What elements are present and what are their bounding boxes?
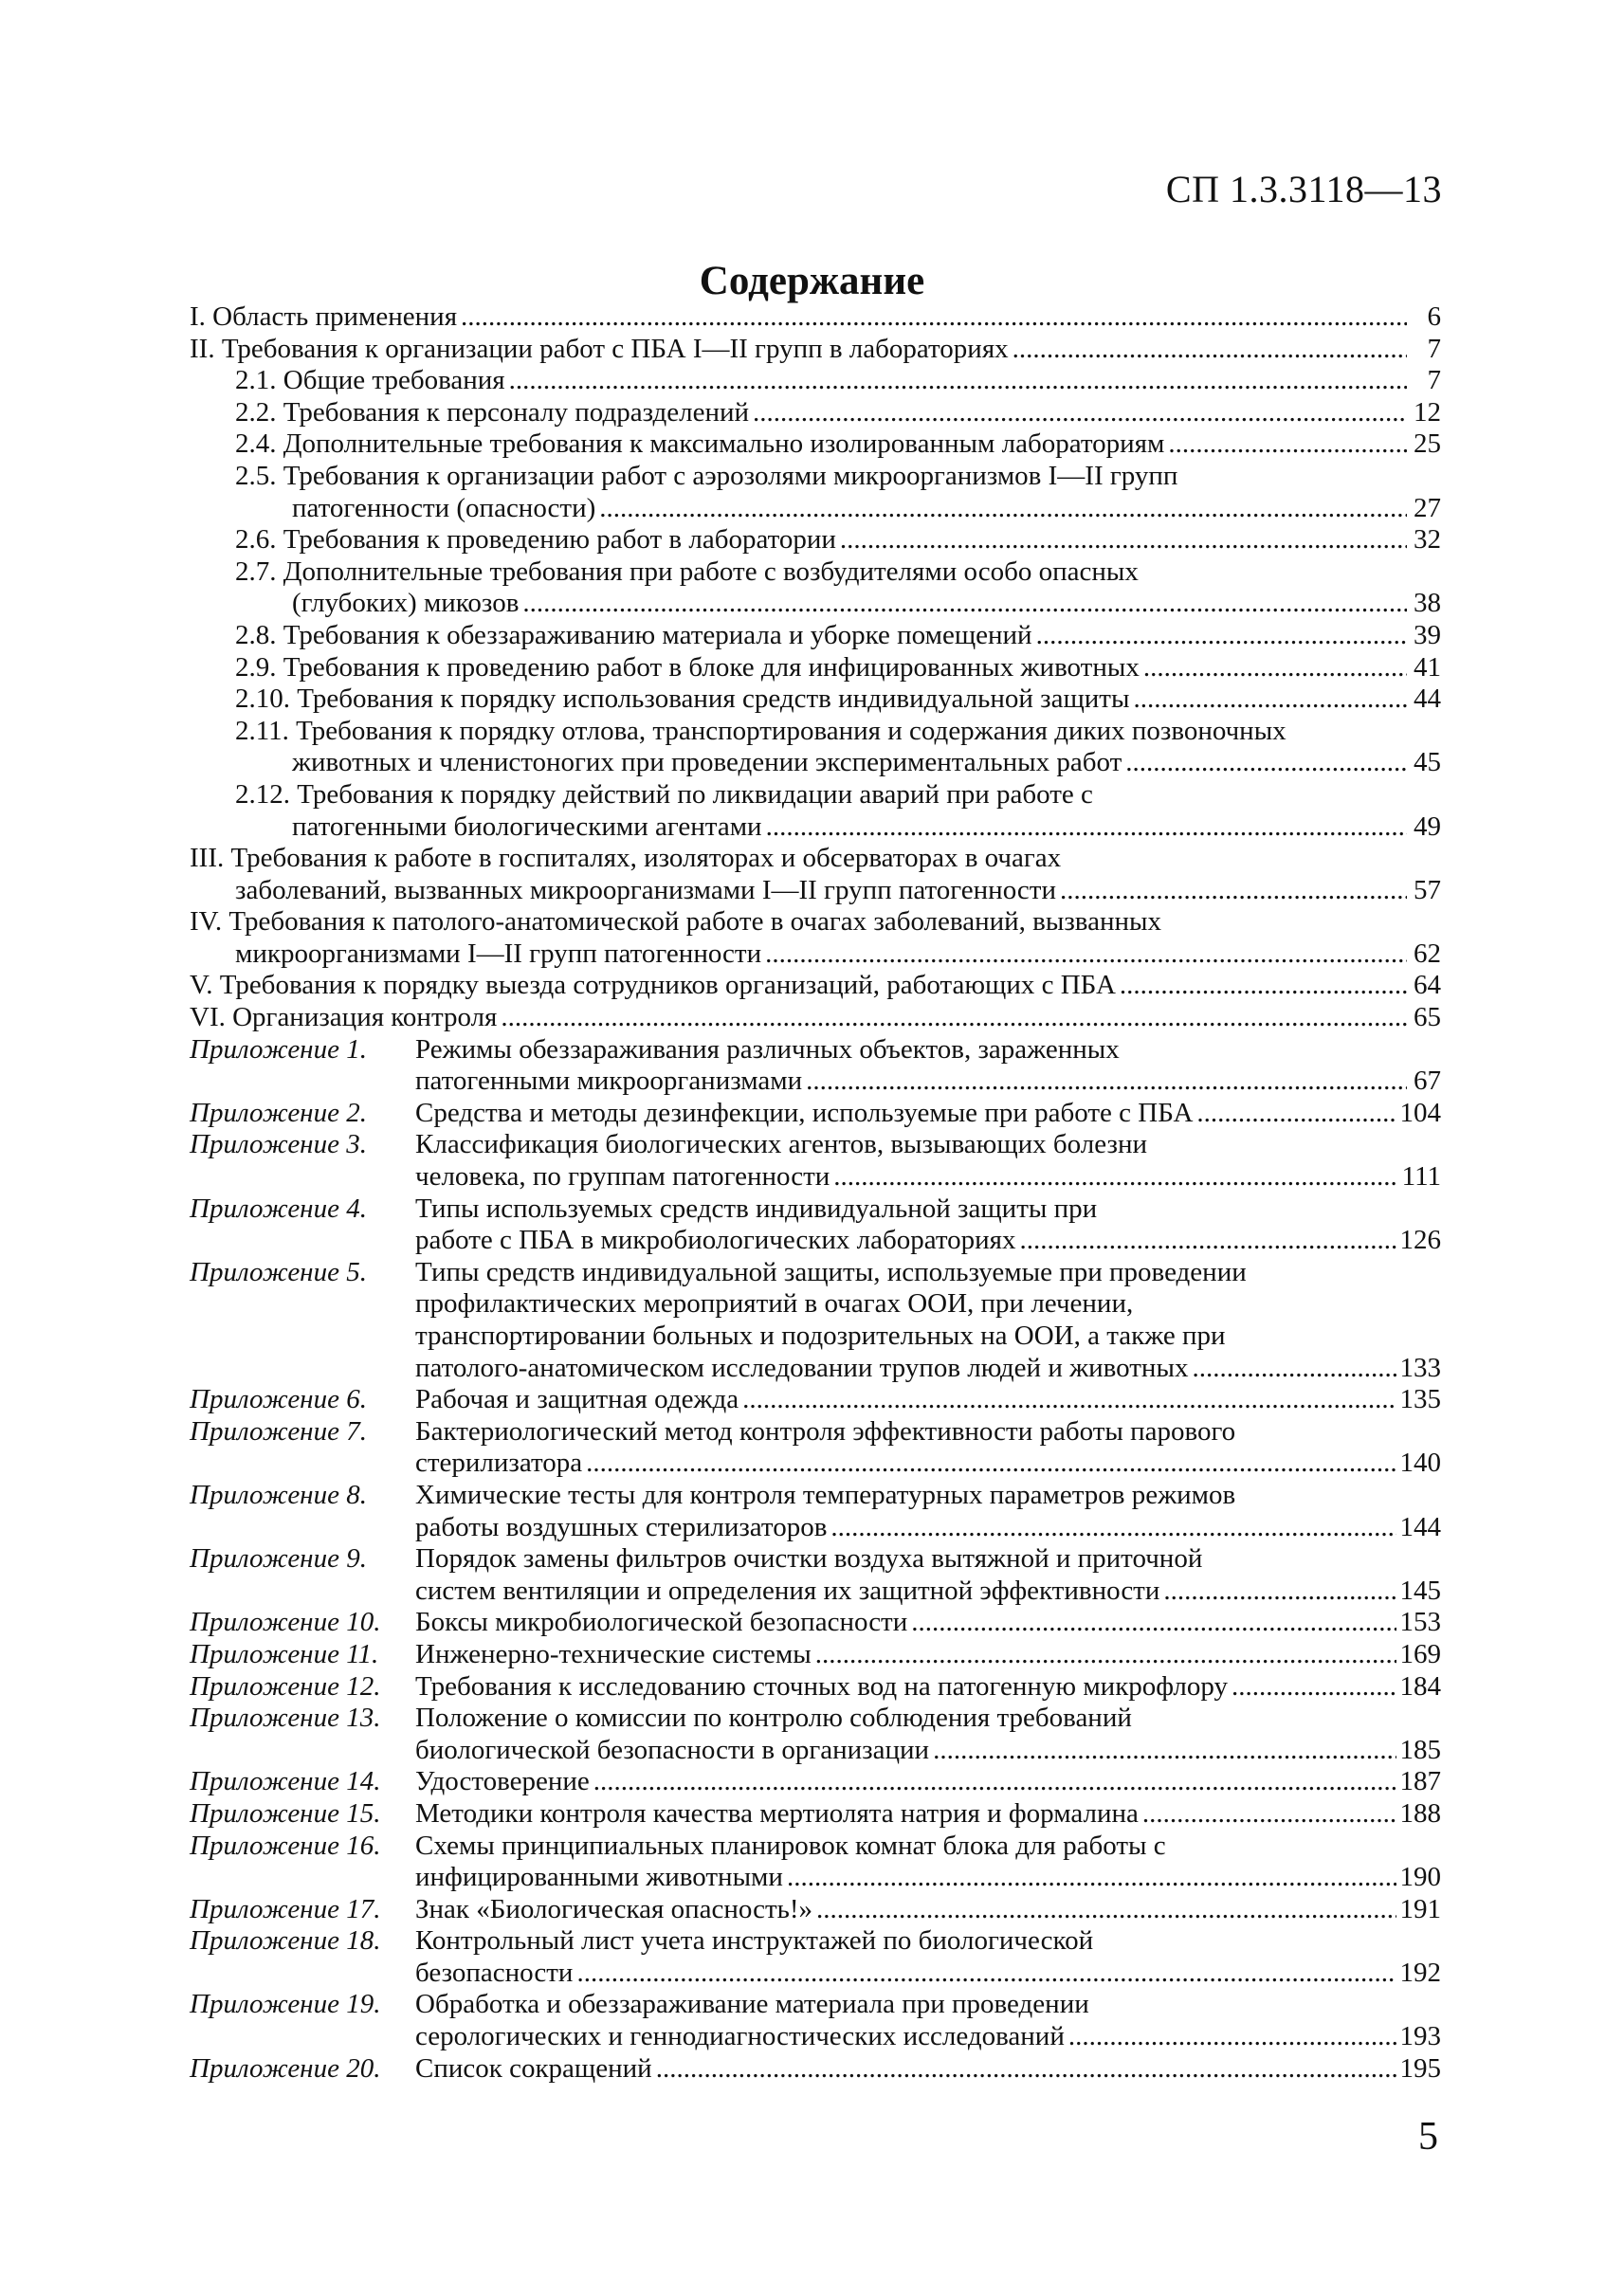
toc-entry [190,620,1441,652]
toc-page-number: 6 [1427,301,1441,332]
dot-leader [815,1639,1396,1671]
dot-leader [1143,652,1407,684]
appendix-prefix: Приложение 8. [190,1479,367,1510]
toc-entry [190,556,1441,620]
toc-page-number: 193 [1399,2021,1441,2052]
dot-leader [933,1735,1396,1767]
dot-leader [742,1384,1396,1416]
toc-page-number: 41 [1414,651,1441,683]
toc-page-number: 57 [1414,874,1441,905]
toc-entry [190,1607,1441,1639]
toc-entry-text: Контрольный лист учета инструктажей по биологической [415,1925,1094,1957]
dot-leader [806,1066,1407,1098]
toc-entry-text: Бактериологический метод контроля эффективности работы парового [415,1415,1236,1447]
toc-title: Содержание [699,259,925,303]
toc-entry-text: 2.12. Требования к порядку действий по ликвидации аварий при работе с [235,778,1093,810]
toc-page-number: 190 [1399,1862,1441,1893]
toc-entry-text: Классификация биологических агентов, вызывающих болезни [415,1129,1147,1160]
toc-entry-text: Типы используемых средств индивидуальной защиты при [415,1193,1098,1224]
dot-leader [840,524,1407,556]
toc-entry [190,1129,1441,1193]
toc-page-number: 39 [1414,619,1441,650]
toc-entry-text: 2.10. Требования к порядку использования средств индивидуальной защиты [235,683,1130,715]
toc-entry-text: 2.4. Дополнительные требования к максимально изолированным лабораториям [235,428,1165,460]
toc-entry [190,1480,1441,1543]
appendix-prefix: Приложение 10. [190,1607,381,1638]
toc-page-number: 65 [1414,1002,1441,1033]
appendix-prefix: Приложение 1. [190,1033,367,1065]
dot-leader [1168,428,1407,461]
dot-leader [461,301,1407,334]
toc-page-number: 7 [1427,365,1441,396]
dot-leader [599,493,1407,525]
dot-leader [1133,683,1407,716]
dot-leader [1060,875,1407,907]
appendix-prefix: Приложение 7. [190,1415,367,1447]
dot-leader [586,1448,1396,1480]
toc-page-number: 133 [1399,1352,1441,1383]
toc-entry [190,1384,1441,1416]
appendix-prefix: Приложение 11. [190,1638,379,1669]
toc-entry-text: Режимы обеззараживания различных объектов, зараженных [415,1033,1120,1065]
toc-entry-text: Средства и методы дезинфекции, используемые при работе с ПБА [415,1097,1194,1128]
document-code: СП 1.3.3118—13 [1165,168,1442,210]
toc-page-number: 135 [1399,1384,1441,1415]
toc-entry-text: 2.7. Дополнительные требования при работе с возбудителями особо опасных [235,556,1139,587]
toc-entry-text: 2.9. Требования к проведению работ в блоке для инфицированных животных [235,651,1140,683]
toc-entry-text: патолого-анатомическом исследовании трупов людей и животных [415,1352,1189,1383]
toc-page-number: 44 [1414,683,1441,715]
dot-leader [1020,1225,1396,1257]
toc-page-number: 195 [1399,2052,1441,2084]
toc-page-number: 111 [1401,1161,1441,1193]
appendix-prefix: Приложение 4. [190,1193,367,1224]
dot-leader [1142,1798,1396,1831]
toc-entry-text: Обработка и обеззараживание материала при проведении [415,1989,1089,2020]
toc-entry-text: Порядок замены фильтров очистки воздуха вытяжной и приточной [415,1543,1203,1575]
toc-page-number: 67 [1414,1066,1441,1097]
toc-page-number: 126 [1399,1225,1441,1256]
toc-entry [190,652,1441,684]
dot-leader [1196,1098,1396,1130]
toc-entry [190,524,1441,556]
toc-entry [190,334,1441,366]
toc-page-number: 12 [1414,396,1441,428]
toc-page-number: 25 [1414,428,1441,460]
toc-entry-text: Рабочая и защитная одежда [415,1384,739,1415]
dot-leader [576,1958,1396,1990]
toc-entry-text: животных и членистоногих при проведении экспериментальных работ [292,747,1122,778]
dot-leader [833,1161,1397,1194]
toc-page-number: 144 [1399,1511,1441,1542]
toc-entry-text: Схемы принципиальных планировок комнат блока для работы с [415,1830,1166,1861]
toc-page-number: 145 [1399,1575,1441,1606]
toc-entry [190,1671,1441,1704]
table-of-contents [190,301,1441,2085]
toc-page-number: 49 [1414,811,1441,842]
toc-entry-text: 2.11. Требования к порядку отлова, транспортирования и содержания диких позвоночных [235,715,1286,746]
toc-entry-text: VI. Организация контроля [190,1002,498,1033]
dot-leader [1120,970,1407,1002]
toc-entry [190,1639,1441,1671]
toc-entry [190,1798,1441,1831]
toc-page-number: 104 [1399,1097,1441,1128]
toc-entry [190,970,1441,1002]
toc-entry-text: Список сокращений [415,2052,652,2084]
appendix-prefix: Приложение 19. [190,1989,381,2020]
toc-entry [190,716,1441,779]
toc-entry [190,1194,1441,1257]
appendix-prefix: Приложение 15. [190,1797,381,1829]
toc-entry [190,1098,1441,1130]
toc-page-number: 45 [1414,747,1441,778]
toc-page-number: 153 [1399,1607,1441,1638]
toc-entry-text: безопасности [415,1957,574,1988]
toc-entry [190,843,1441,906]
dot-leader [1036,620,1407,652]
toc-page-number: 38 [1414,588,1441,619]
toc-entry [190,1766,1441,1798]
toc-entry [190,1034,1441,1098]
toc-entry [190,2053,1441,2086]
toc-entry [190,397,1441,429]
toc-entry-text: патогенными биологическими агентами [292,811,762,842]
toc-page-number: 188 [1399,1797,1441,1829]
appendix-prefix: Приложение 12. [190,1670,381,1702]
toc-entry-text: биологической безопасности в организации [415,1734,930,1765]
dot-leader [593,1766,1396,1798]
toc-entry [190,1925,1441,1989]
toc-entry-text: микроорганизмами I—II групп патогенности [235,938,762,969]
toc-entry-text: III. Требования к работе в госпиталях, изоляторах и обсерваторах в очагах [190,843,1062,874]
toc-page-number: 191 [1399,1893,1441,1924]
toc-entry-text: 2.8. Требования к обеззараживанию материала и уборке помещений [235,619,1032,650]
appendix-prefix: Приложение 2. [190,1097,367,1128]
appendix-prefix: Приложение 5. [190,1256,367,1287]
dot-leader [1068,2021,1396,2053]
toc-page-number: 187 [1399,1766,1441,1797]
toc-entry-text: 2.5. Требования к организации работ с аэрозолями микроорганизмов I—II групп [235,460,1178,491]
dot-leader [766,811,1407,844]
toc-entry-text: заболеваний, вызванных микроорганизмами I—II групп патогенности [235,874,1056,905]
appendix-prefix: Приложение 3. [190,1129,367,1160]
toc-entry-text: I. Область применения [190,301,458,332]
toc-entry-text: стерилизатора [415,1448,583,1479]
appendix-prefix: Приложение 20. [190,2052,381,2084]
toc-page-number: 62 [1414,938,1441,969]
toc-entry [190,683,1441,716]
toc-entry [190,1894,1441,1926]
appendix-prefix: Приложение 6. [190,1384,367,1415]
toc-entry [190,461,1441,524]
appendix-prefix: Приложение 17. [190,1893,381,1924]
toc-entry-text: Типы средств индивидуальной защиты, используемые при проведении [415,1256,1247,1287]
toc-entry-text: патогенности (опасности) [292,492,596,523]
dot-leader [1163,1576,1396,1608]
appendix-prefix: Приложение 16. [190,1830,381,1861]
toc-page-number: 27 [1414,492,1441,523]
toc-page-number: 184 [1399,1670,1441,1702]
dot-leader [1192,1353,1396,1385]
toc-entry-text: Требования к исследованию сточных вод на патогенную микрофлору [415,1670,1228,1702]
toc-page-number: 140 [1399,1448,1441,1479]
dot-leader [1232,1671,1396,1704]
toc-entry-text: работе с ПБА в микробиологических лабораториях [415,1225,1016,1256]
dot-leader [509,365,1407,397]
toc-entry-text: серологических и геннодиагностических исследований [415,2021,1065,2052]
toc-entry-text: систем вентиляции и определения их защитной эффективности [415,1575,1160,1606]
dot-leader [830,1512,1396,1544]
dot-leader [1125,747,1407,779]
appendix-prefix: Приложение 9. [190,1543,367,1575]
toc-entry-text: работы воздушных стерилизаторов [415,1511,828,1542]
dot-leader [1013,334,1407,366]
toc-page-number: 169 [1399,1638,1441,1669]
toc-entry-text: (глубоких) микозов [292,588,520,619]
toc-entry-text: инфицированными животными [415,1862,783,1893]
appendix-prefix: Приложение 14. [190,1766,381,1797]
toc-entry [190,1257,1441,1384]
toc-entry [190,1831,1441,1894]
toc-entry [190,1002,1441,1034]
toc-entry-text: Боксы микробиологической безопасности [415,1607,908,1638]
toc-entry [190,1989,1441,2052]
dot-leader [656,2053,1396,2086]
toc-entry-text: Знак «Биологическая опасность!» [415,1893,813,1924]
appendix-prefix: Приложение 18. [190,1925,381,1957]
toc-entry [190,1703,1441,1766]
toc-entry-text: 2.1. Общие требования [235,365,505,396]
dot-leader [501,1002,1407,1034]
toc-entry-text: патогенными микроорганизмами [415,1066,803,1097]
toc-page-number: 192 [1399,1957,1441,1988]
toc-entry-text: Химические тесты для контроля температурных параметров режимов [415,1479,1236,1510]
toc-entry [190,779,1441,843]
toc-page-number: 185 [1399,1734,1441,1765]
toc-entry-text: V. Требования к порядку выезда сотрудников организаций, работающих с ПБА [190,970,1116,1001]
dot-leader [911,1607,1396,1639]
toc-entry-text: человека, по группам патогенности [415,1161,830,1193]
appendix-prefix: Приложение 13. [190,1703,381,1734]
toc-page-number: 7 [1427,333,1441,364]
toc-entry [190,301,1441,334]
toc-entry-text: профилактических мероприятий в очагах ООИ, при лечении, [415,1288,1134,1320]
toc-entry [190,365,1441,397]
toc-entry [190,906,1441,970]
toc-entry-text: 2.2. Требования к персоналу подразделений [235,396,750,428]
toc-entry-text: IV. Требования к патолого-анатомической работе в очагах заболеваний, вызванных [190,906,1161,938]
dot-leader [753,397,1407,429]
dot-leader [816,1894,1396,1926]
toc-entry [190,1543,1441,1607]
toc-entry-text: Методики контроля качества мертиолята натрия и формалина [415,1797,1139,1829]
dot-leader [522,588,1407,620]
toc-entry [190,428,1441,461]
toc-page-number: 32 [1414,524,1441,556]
toc-entry-text: Инженерно-технические системы [415,1638,812,1669]
toc-entry-text: Положение о комиссии по контролю соблюдения требований [415,1703,1132,1734]
toc-entry-text: Удостоверение [415,1766,590,1797]
toc-entry-text: 2.6. Требования к проведению работ в лаборатории [235,524,836,556]
toc-page-number: 64 [1414,970,1441,1001]
toc-entry-text: транспортировании больных и подозрительных на ООИ, а также при [415,1321,1226,1351]
toc-entry [190,1416,1441,1480]
toc-entry-text: II. Требования к организации работ с ПБА I—II групп в лабораториях [190,333,1009,364]
dot-leader [787,1862,1396,1894]
dot-leader [765,938,1407,971]
page-number: 5 [1418,2115,1438,2159]
